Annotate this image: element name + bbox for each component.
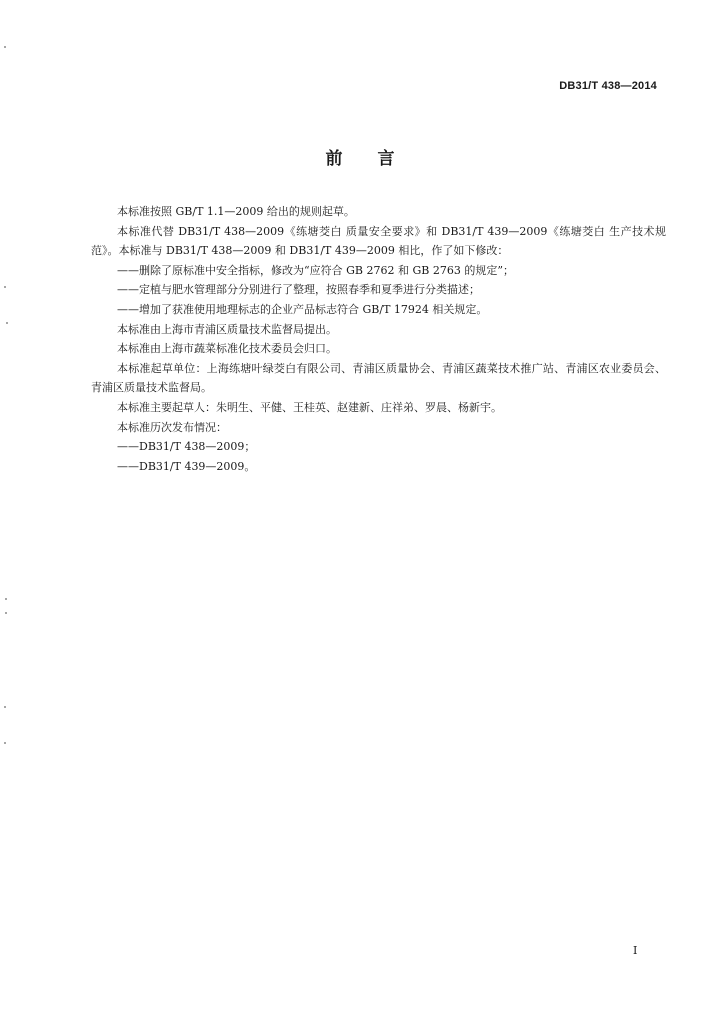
paragraph-proposer: 本标准由上海市青浦区质量技术监督局提出。	[117, 322, 337, 336]
paragraph-history-heading: 本标准历次发布情况：	[117, 420, 227, 434]
history-item-1: ——DB31/T 438—2009；	[117, 440, 256, 454]
paragraph-drafting-units: 本标准起草单位：上海练塘叶绿茭白有限公司、青浦区质量协会、青浦区蔬菜技术推广站、青浦区农业委员会、青浦区质量技术监督局。	[91, 361, 666, 395]
page-title	[0, 144, 721, 169]
paragraph-replacement: 本标准代替 DB31/T 438—2009《练塘茭白 质量安全要求》和 DB31/T 439—2009《练塘茭白 生产技术规范》。本标准与 DB31/T 438—2009 和 DB31/T 439—2009 相比，作了如下修改：	[91, 224, 666, 258]
scan-mark	[4, 706, 6, 708]
foreword-body	[91, 202, 666, 476]
change-item-1: ——删除了原标准中安全指标，修改为“应符合 GB 2762 和 GB 2763 的规定”；	[117, 263, 514, 277]
title-char-2: 言	[377, 149, 396, 169]
paragraph-centralized-by: 本标准由上海市蔬菜标准化技术委员会归口。	[117, 342, 337, 356]
scan-mark	[4, 46, 6, 48]
scan-mark	[5, 598, 7, 600]
document-code: DB31/T 438—2014	[559, 80, 657, 92]
page-number: I	[633, 944, 638, 957]
scan-mark	[4, 742, 6, 744]
title-char-1: 前	[325, 149, 344, 169]
change-item-2: ——定植与肥水管理部分分别进行了整理，按照春季和夏季进行分类描述；	[117, 283, 480, 297]
paragraph-drafting-rules: 本标准按照 GB/T 1.1—2009 给出的规则起草。	[117, 205, 355, 218]
change-item-3: ——增加了获准使用地理标志的企业产品标志符合 GB/T 17924 相关规定。	[117, 302, 488, 316]
scan-mark	[5, 612, 7, 614]
history-item-2: ——DB31/T 439—2009。	[117, 459, 256, 473]
scan-mark	[4, 286, 6, 288]
scan-mark	[6, 322, 8, 324]
paragraph-drafters: 本标准主要起草人：朱明生、平健、王桂英、赵建新、庄祥弟、罗晨、杨新宇。	[117, 400, 502, 414]
